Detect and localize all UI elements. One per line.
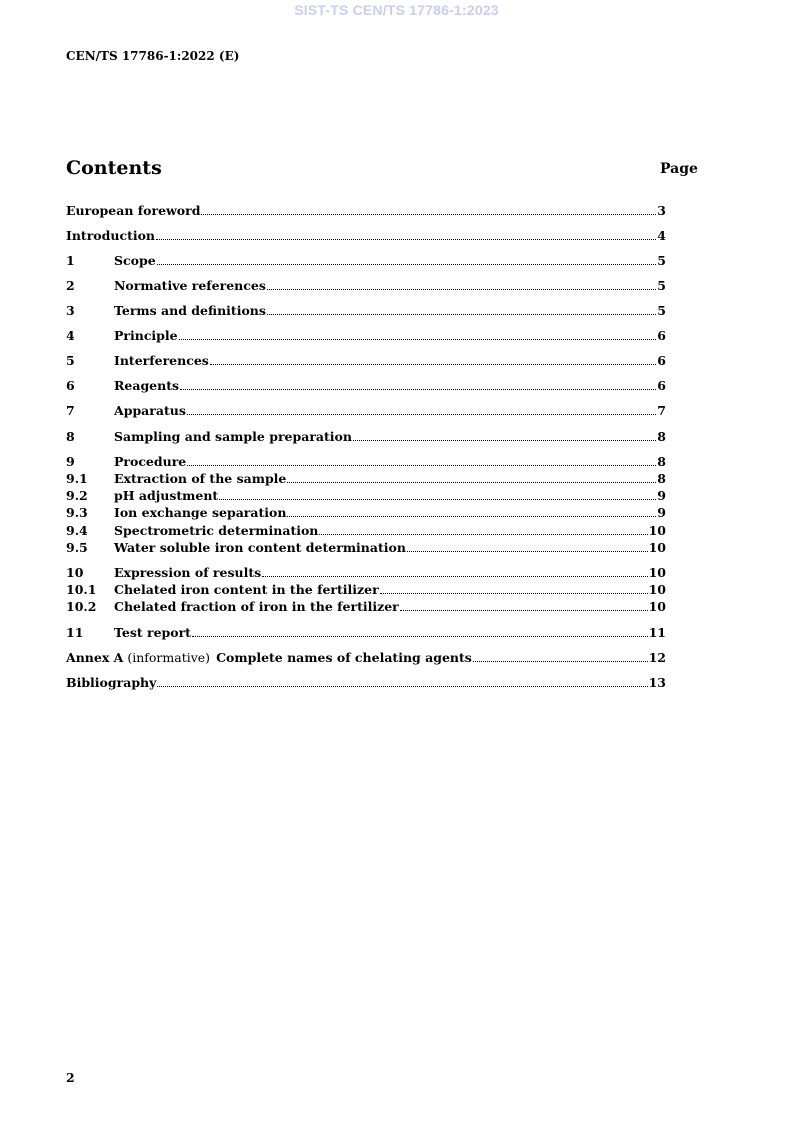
toc-entry-9-5[interactable]: [66, 540, 666, 556]
toc-entry-title: Spectrometric determination: [114, 523, 319, 538]
toc-leader-dots: [201, 205, 656, 215]
toc-leader-dots: [319, 525, 647, 535]
toc-entry-page: 4: [657, 228, 666, 243]
toc-leader-dots: [407, 542, 648, 552]
toc-entry-page: 10: [648, 582, 666, 597]
toc-entry-title: Ion exchange separation: [114, 505, 287, 520]
toc-entry-9-2[interactable]: [66, 488, 666, 504]
toc-entry-number: 5: [66, 353, 75, 368]
toc-entry-number: 2: [66, 278, 75, 293]
toc-entry-page: 9: [657, 488, 666, 503]
toc-entry-title: Water soluble iron content determination: [114, 540, 406, 555]
toc-entry-bibliography[interactable]: [66, 675, 666, 691]
toc-leader-dots: [262, 567, 647, 577]
toc-entry-annex-a[interactable]: [66, 650, 666, 666]
toc-entry-title: Reagents: [114, 378, 180, 393]
toc-leader-dots: [187, 405, 656, 415]
toc-entry-title: Terms and definitions: [114, 303, 266, 318]
toc-entry-1[interactable]: [66, 253, 666, 269]
toc-entry-page: 8: [657, 471, 666, 486]
toc-entry-10-2[interactable]: [66, 599, 666, 615]
toc-entry-page: 5: [657, 253, 666, 268]
toc-leader-dots: [287, 507, 656, 517]
toc-entry-title: Test report: [114, 625, 191, 640]
toc-entry-title: Chelated iron content in the fertilizer: [114, 582, 379, 597]
toc-entry-title: Complete names of chelating agents: [216, 650, 472, 665]
toc-entry-page: 6: [657, 353, 666, 368]
toc-entry-page: 10: [648, 540, 666, 555]
toc-entry-9-4[interactable]: [66, 523, 666, 539]
toc-entry-number: 10: [66, 565, 84, 580]
toc-entry-4[interactable]: [66, 328, 666, 344]
toc-leader-dots: [157, 255, 657, 265]
toc-entry-number: 7: [66, 403, 75, 418]
toc-entry-number: 9: [66, 454, 75, 469]
toc-entry-title: Normative references: [114, 278, 266, 293]
toc-entry-page: 7: [657, 403, 666, 418]
toc-leader-dots: [187, 456, 656, 466]
toc-entry-page: 10: [648, 599, 666, 614]
toc-leader-dots: [473, 652, 648, 662]
toc-entry-title: pH adjustment: [114, 488, 219, 503]
toc-entry-page: 12: [648, 650, 666, 665]
toc-leader-dots: [180, 380, 656, 390]
toc-entry-title: Introduction: [66, 228, 156, 243]
toc-entry-10[interactable]: [66, 565, 666, 581]
toc-entry-page: 6: [657, 328, 666, 343]
toc-entry-page: 13: [648, 675, 666, 690]
toc-entry-9[interactable]: [66, 454, 666, 470]
toc-entry-page: 5: [657, 303, 666, 318]
toc-entry-number: 9.2: [66, 488, 88, 503]
watermark: SIST-TS CEN/TS 17786-1:2023: [294, 2, 499, 18]
toc-entry-9-3[interactable]: [66, 505, 666, 521]
toc-entry-annex-prefix: Annex A: [66, 650, 124, 665]
toc-entry-5[interactable]: [66, 353, 666, 369]
toc-entry-9-1[interactable]: [66, 471, 666, 487]
toc-entry-page: 6: [657, 378, 666, 393]
toc-entry-title: Chelated fraction of iron in the fertilizer: [114, 599, 399, 614]
toc-leader-dots: [210, 355, 656, 365]
toc-entry-number: 11: [66, 625, 84, 640]
toc-entry-page: 9: [657, 505, 666, 520]
toc-entry-number: 10.1: [66, 582, 97, 597]
toc-entry-3[interactable]: [66, 303, 666, 319]
toc-entry-6[interactable]: [66, 378, 666, 394]
toc-entry-page: 5: [657, 278, 666, 293]
toc-entry-number: 8: [66, 429, 75, 444]
toc-entry-8[interactable]: [66, 429, 666, 445]
toc-entry-title: Apparatus: [114, 403, 186, 418]
toc-entry-number: 6: [66, 378, 75, 393]
contents-title: Contents: [66, 157, 162, 179]
toc-entry-7[interactable]: [66, 403, 666, 419]
toc-entry-page: 3: [657, 203, 666, 218]
toc-entry-european-foreword[interactable]: [66, 203, 666, 219]
toc-entry-number: 10.2: [66, 599, 97, 614]
toc-entry-number: 1: [66, 253, 75, 268]
toc-leader-dots: [267, 280, 656, 290]
toc-leader-dots: [219, 490, 656, 500]
toc-leader-dots: [192, 627, 648, 637]
toc-entry-page: 8: [657, 454, 666, 469]
toc-entry-page: 10: [648, 565, 666, 580]
toc-entry-title: Extraction of the sample: [114, 471, 287, 486]
toc-entry-number: 3: [66, 303, 75, 318]
toc-entry-11[interactable]: [66, 625, 666, 641]
toc-entry-page: 10: [648, 523, 666, 538]
toc-entry-title: Scope: [114, 253, 156, 268]
toc-entry-title: Principle: [114, 328, 178, 343]
page-column-label: Page: [660, 161, 698, 177]
toc-entry-2[interactable]: [66, 278, 666, 294]
toc-entry-number: 9.5: [66, 540, 88, 555]
toc-entry-page: 11: [648, 625, 666, 640]
toc-leader-dots: [353, 431, 656, 441]
toc-entry-number: 9.1: [66, 471, 88, 486]
toc-entry-number: 4: [66, 328, 75, 343]
toc-entry-title: Expression of results: [114, 565, 262, 580]
toc-entry-annex-note: (informative): [127, 650, 211, 665]
toc-entry-10-1[interactable]: [66, 582, 666, 598]
page-number: 2: [66, 1070, 75, 1085]
document-id: CEN/TS 17786-1:2022 (E): [66, 49, 240, 63]
toc-leader-dots: [179, 330, 657, 340]
toc-entry-number: 9.3: [66, 505, 88, 520]
toc-entry-title: European foreword: [66, 203, 201, 218]
toc-leader-dots: [267, 305, 656, 315]
toc-entry-title: Bibliography: [66, 675, 157, 690]
toc-entry-title: Sampling and sample preparation: [114, 429, 352, 444]
toc-entry-page: 8: [657, 429, 666, 444]
toc-leader-dots: [156, 230, 656, 240]
toc-leader-dots: [400, 601, 648, 611]
toc-entry-title: Interferences: [114, 353, 209, 368]
toc-leader-dots: [287, 473, 656, 483]
toc-leader-dots: [380, 584, 648, 594]
toc-entry-introduction[interactable]: [66, 228, 666, 244]
toc-entry-title: Procedure: [114, 454, 187, 469]
toc-entry-number: 9.4: [66, 523, 88, 538]
toc-leader-dots: [157, 677, 647, 687]
